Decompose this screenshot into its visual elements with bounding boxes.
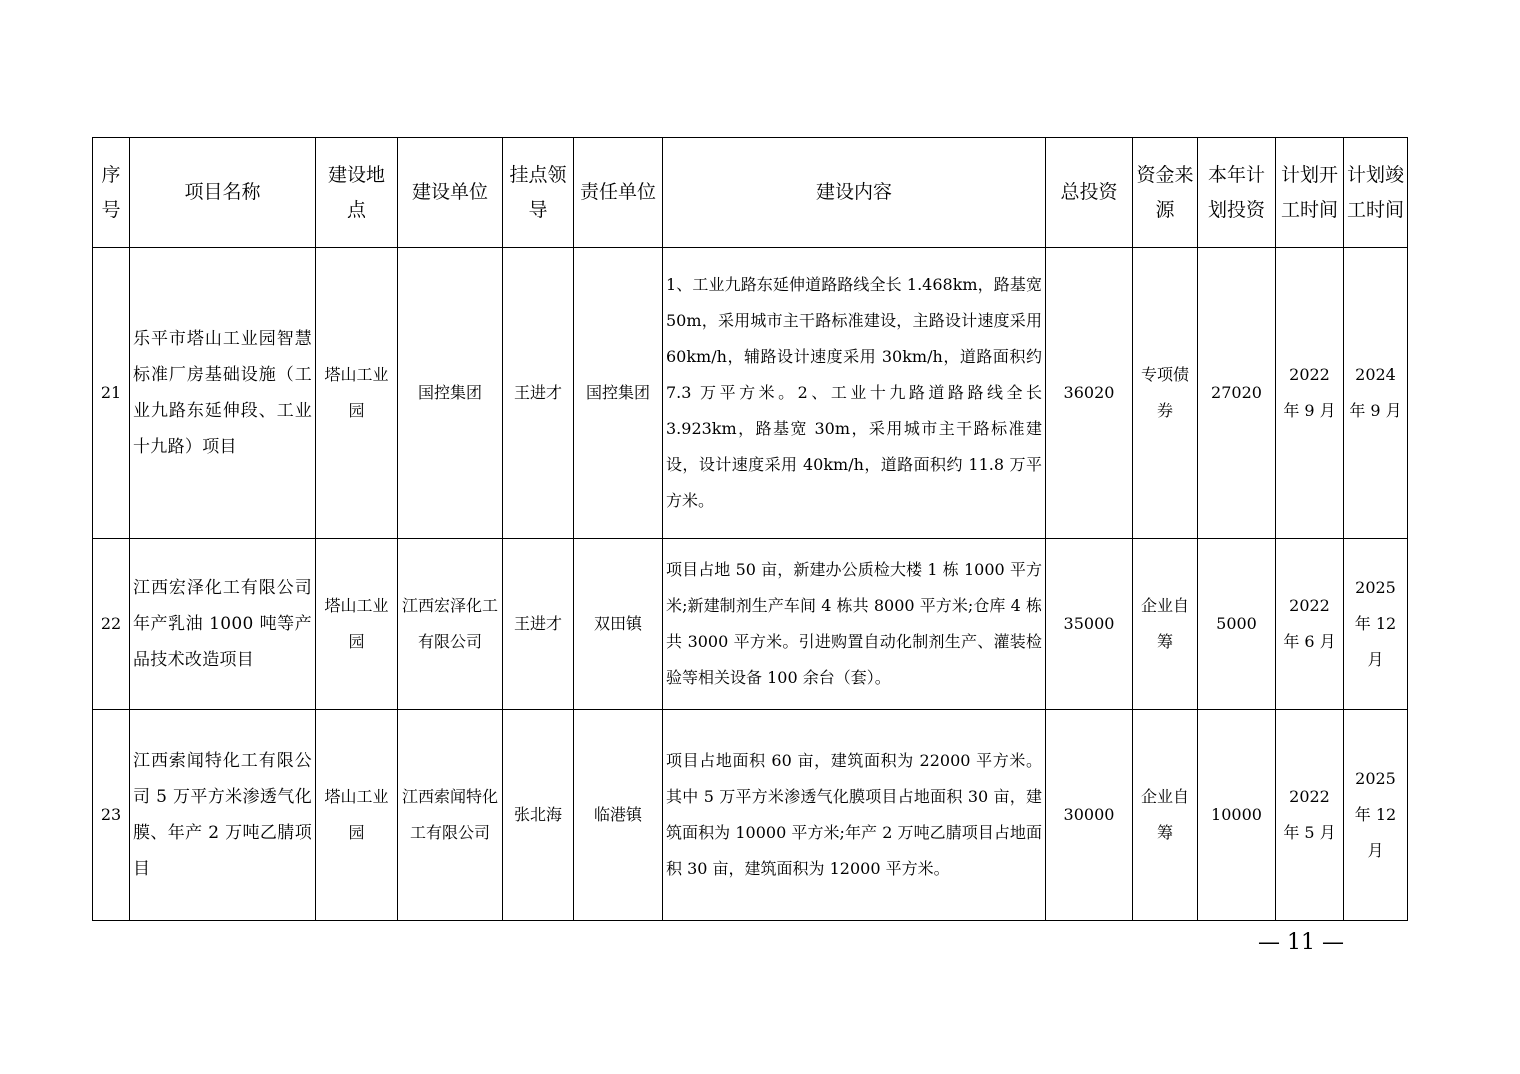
table-row (93, 710, 1408, 921)
cell-start: 2022 年 5 月 (1276, 710, 1344, 921)
cell-responsible: 双田镇 (574, 539, 663, 710)
cell-builder: 江西宏泽化工有限公司 (398, 539, 503, 710)
page-number: — 11 — (1258, 930, 1344, 955)
cell-content: 1、工业九路东延伸道路路线全长 1.468km，路基宽 50m，采用城市主干路标准建设，主路设计速度采用 60km/h，辅路设计速度采用 30km/h，道路面积约 7.3 万平方米。2、工业十九路道路路线全长 3.923km，路基宽 30m，采用城市主干路标准建设，设计速度采用 40km/h，道路面积约 11.8 万平方米。 (663, 248, 1046, 539)
cell-finish: 2024 年 9 月 (1344, 248, 1408, 539)
table-row (93, 248, 1408, 539)
cell-content: 项目占地 50 亩，新建办公质检大楼 1 栋 1000 平方米;新建制剂生产车间 4 栋共 8000 平方米;仓库 4 栋共 3000 平方米。引进购置自动化制剂生产、灌装检验等相关设备 100 余台（套）。 (663, 539, 1046, 710)
cell-name: 江西索闻特化工有限公司 5 万平方米渗透气化膜、年产 2 万吨乙腈项目 (130, 710, 316, 921)
cell-name: 乐平市塔山工业园智慧标准厂房基础设施（工业九路东延伸段、工业十九路）项目 (130, 248, 316, 539)
header-builder: 建设单位 (398, 138, 503, 248)
cell-finish: 2025 年 12 月 (1344, 710, 1408, 921)
header-finish: 计划竣工时间 (1344, 138, 1408, 248)
cell-total: 35000 (1046, 539, 1133, 710)
cell-seq: 21 (93, 248, 130, 539)
cell-name: 江西宏泽化工有限公司年产乳油 1000 吨等产品技术改造项目 (130, 539, 316, 710)
table-row (93, 539, 1408, 710)
header-funding: 资金来源 (1133, 138, 1198, 248)
cell-annual: 10000 (1198, 710, 1276, 921)
cell-location: 塔山工业园 (316, 539, 398, 710)
header-name: 项目名称 (130, 138, 316, 248)
project-table-container (92, 137, 1408, 921)
cell-responsible: 国控集团 (574, 248, 663, 539)
project-table (92, 137, 1408, 921)
cell-responsible: 临港镇 (574, 710, 663, 921)
cell-total: 30000 (1046, 710, 1133, 921)
cell-seq: 22 (93, 539, 130, 710)
header-content: 建设内容 (663, 138, 1046, 248)
table-body (93, 248, 1408, 921)
cell-funding: 企业自筹 (1133, 539, 1198, 710)
cell-funding: 企业自筹 (1133, 710, 1198, 921)
header-responsible: 责任单位 (574, 138, 663, 248)
table-header (93, 138, 1408, 248)
header-start: 计划开工时间 (1276, 138, 1344, 248)
header-total: 总投资 (1046, 138, 1133, 248)
cell-annual: 5000 (1198, 539, 1276, 710)
header-location: 建设地点 (316, 138, 398, 248)
header-leader: 挂点领导 (503, 138, 574, 248)
header-row (93, 138, 1408, 248)
cell-leader: 王进才 (503, 248, 574, 539)
cell-start: 2022 年 6 月 (1276, 539, 1344, 710)
cell-seq: 23 (93, 710, 130, 921)
cell-finish: 2025 年 12 月 (1344, 539, 1408, 710)
cell-leader: 王进才 (503, 539, 574, 710)
cell-start: 2022 年 9 月 (1276, 248, 1344, 539)
cell-funding: 专项债券 (1133, 248, 1198, 539)
cell-leader: 张北海 (503, 710, 574, 921)
cell-location: 塔山工业园 (316, 710, 398, 921)
cell-annual: 27020 (1198, 248, 1276, 539)
header-annual: 本年计划投资 (1198, 138, 1276, 248)
cell-total: 36020 (1046, 248, 1133, 539)
cell-builder: 江西索闻特化工有限公司 (398, 710, 503, 921)
cell-content: 项目占地面积 60 亩，建筑面积为 22000 平方米。其中 5 万平方米渗透气化膜项目占地面积 30 亩，建筑面积为 10000 平方米;年产 2 万吨乙腈项目占地面积 30 亩，建筑面积为 12000 平方米。 (663, 710, 1046, 921)
cell-location: 塔山工业园 (316, 248, 398, 539)
header-seq: 序号 (93, 138, 130, 248)
cell-builder: 国控集团 (398, 248, 503, 539)
